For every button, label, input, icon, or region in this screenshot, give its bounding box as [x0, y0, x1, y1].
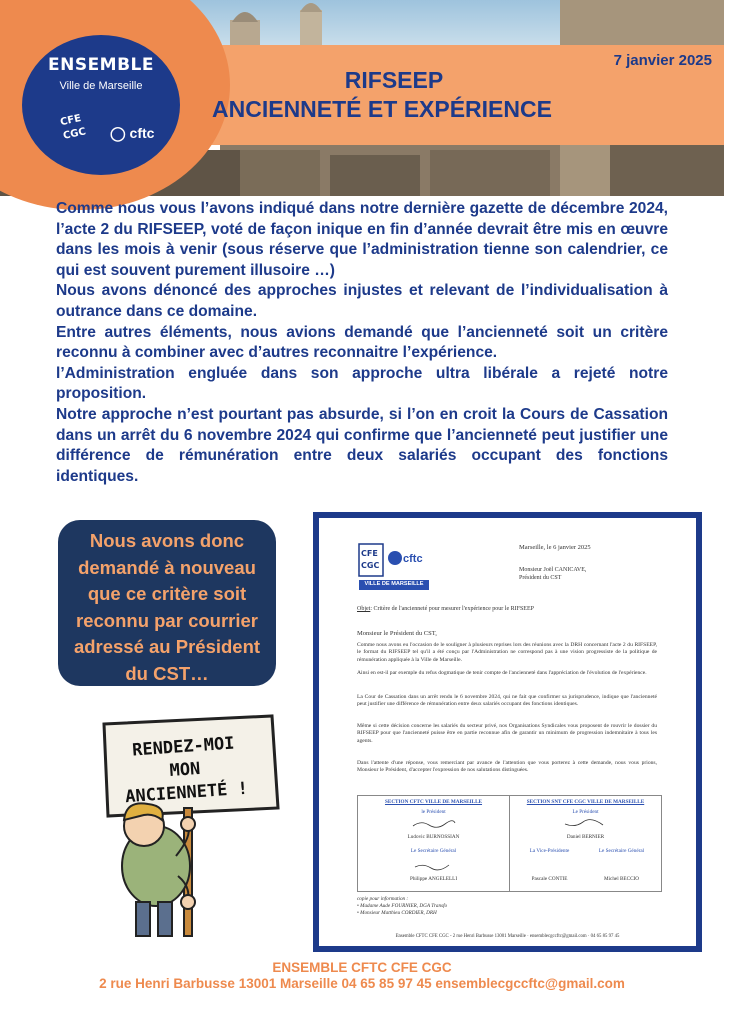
publication-date: 7 janvier 2025: [613, 52, 712, 69]
protest-sign-text: [108, 731, 262, 810]
letter-paragraph: Comme nous avons eu l'occasion de le souligner à plusieurs reprises lors des réunions avec la DRH concernant l'acte 2 du RIFSEEP, le format du RIFSEEP tel qu'il a été conçu par l'Administration ne correspond pas à une vision progressiste de la politique de rémunération appliquée à la Ville de Marseille.: [357, 642, 657, 663]
signatory-name: Ludovic BURNOSSIAN: [407, 834, 460, 840]
intro-paragraph: l’Administration engluée dans son approche ultra libérale a rejeté notre proposition.: [56, 364, 668, 403]
cftc-logo-icon: ◯ cftc: [110, 125, 155, 141]
svg-text:CGC: CGC: [361, 561, 380, 570]
title-line-2: ANCIENNETÉ ET EXPÉRIENCE: [212, 96, 552, 122]
letter-place-date: Marseille, le 6 janvier 2025: [519, 544, 591, 551]
footer-organization: ENSEMBLE CFTC CFE CGC: [272, 960, 452, 975]
recipient-line: Monsieur Joël CANICAVE,: [519, 567, 587, 573]
signatory-role: Le Président: [572, 809, 599, 815]
signature-table: [357, 795, 662, 892]
svg-text:CFE: CFE: [59, 113, 83, 129]
svg-text:CFE: CFE: [361, 549, 378, 558]
callout-text: Nous avons donc demandé à nouveau que ce critère soit reconnu par courrier adressé au Président du CST…: [73, 530, 261, 684]
title-line-1: RIFSEEP: [344, 67, 444, 93]
page-subtitle: [0, 96, 724, 123]
copy-heading: copie pour information :: [357, 896, 409, 902]
sign-line: ANCIENNETÉ !: [124, 778, 249, 808]
signatory-name: Daniel BERNIER: [566, 834, 605, 840]
signatory-name: Michel BECCIO: [603, 876, 639, 882]
copy-recipient: Madame Aude FOURNIER, DGA Transfo: [360, 903, 448, 909]
logo-subtitle: Ville de Marseille: [59, 80, 143, 92]
logo-title: ENSEMBLE: [47, 55, 155, 75]
signature-scribble: [409, 862, 459, 870]
intro-paragraph: Entre autres éléments, nous avions demandé que l’ancienneté soit un critère reconnu à combiner avec d’autres reconnaitre l’expérience.: [56, 323, 668, 362]
copy-item: • Monsieur Matthieu CORDIER, DRH: [357, 910, 437, 916]
signatory-name: Philippe ANGELELLI: [409, 876, 458, 882]
header-banner: [0, 0, 724, 196]
letter-salutation: Monsieur le Président du CST,: [357, 630, 437, 637]
footer-contact: 2 rue Henri Barbusse 13001 Marseille 04 65 85 97 45 ensemblecgccftc@gmail.com: [99, 976, 625, 991]
svg-text:CGC: CGC: [62, 126, 87, 142]
object-label: Objet: [357, 606, 371, 612]
signature-scribble: [409, 820, 459, 828]
signatory-role: le Président: [421, 809, 446, 815]
column-header: SECTION CFTC VILLE DE MARSEILLE: [384, 799, 483, 805]
letter-page: [319, 518, 696, 946]
signatory-role: Le Secrétaire Général: [410, 848, 457, 854]
intro-text: [56, 199, 668, 487]
letter-paragraph: Ainsi en est-il par exemple du refus dogmatique de tenir compte de l'ancienneté dans l'appréciation de l'évolution de l'expérience.: [357, 670, 647, 676]
signatory-name: Pascale CONTIE: [531, 876, 568, 882]
column-header: SECTION SNT CFE CGC VILLE DE MARSEILLE: [526, 799, 645, 805]
letter-recipient: [519, 566, 586, 582]
intro-paragraph: Nous avons dénoncé des approches injustes et relevant de l’individualisation à outrance dans ce domaine.: [56, 282, 668, 320]
letter-copy-list: [357, 896, 447, 917]
letter-preview: [313, 512, 702, 952]
intro-paragraph: Notre approche n’est pourtant pas absurde, si l’on en croit la Cours de Cassation dans un arrêt du 6 novembre 2024 qui confirme que l’ancienneté peut justifier une différence de rémunération entre deux salariés occupant des fonctions identiques.: [56, 405, 668, 485]
copy-item: • Madame Aude FOURNIER, DGA Transfo: [357, 903, 448, 909]
recipient-line: Président du CST: [519, 575, 562, 581]
signature-scribble: [561, 820, 611, 828]
intro-paragraph: Comme nous vous l’avons indiqué dans notre dernière gazette de décembre 2024, l’acte 2 du RIFSEEP, voté de façon inique en fin d’année devrait être mis en œuvre dans les mois à venir (sous réserve que l’administration tienne son calendrier, ce qui est souvent purement illusoire …): [56, 200, 668, 279]
signature-column-cfe-cgc: [510, 796, 661, 891]
callout-box: [58, 520, 276, 686]
letter-paragraph: Même si cette décision concerne les salariés du secteur privé, nos Organisations Syndicales vous proposent de rouvrir le dossier du RIFSEEP pour que l'ancienneté puisse être en partie reconnue afin de garantir un minimum de progression indemnitaire à tous les agents.: [357, 723, 657, 744]
sign-line: RENDEZ-MOI: [131, 733, 236, 761]
svg-text:cftc: cftc: [403, 553, 423, 565]
letter-logo-caption: VILLE DE MARSEILLE: [364, 581, 424, 587]
page-title: [32, 67, 756, 94]
signatory-role: La Vice-Présidente: [529, 848, 570, 854]
letter-paragraph: Dans l'attente d'une réponse, vous remerciant par avance de l'attention que vous porterez à cette demande, nous vous prions, Monsieur le Président, d'accepter l'expression de nos salutations distinguées.: [357, 760, 657, 774]
letter-object: [357, 606, 534, 612]
sign-line: MON: [168, 758, 201, 782]
copy-recipient: Monsieur Matthieu CORDIER, DRH: [360, 910, 437, 916]
letter-paragraph: La Cour de Cassation dans un arrêt rendu le 6 novembre 2024, qui ne fait que confirmer sa jurisprudence, indique que l'ancienneté peut justifier une différence de rémunération entre deux salariés occupant des fonctions identiques.: [357, 694, 657, 708]
signatory-role: Le Secrétaire Général: [598, 848, 645, 854]
object-text: : Critère de l'ancienneté pour mesurer l'expérience pour le RIFSEEP: [370, 606, 534, 612]
letter-footer: Ensemble CFTC CFE CGC - 2 rue Henri Barbusse 13001 Marseille · ensemblecgccftc@gmail.com · 04 65 85 97 45: [395, 934, 620, 939]
